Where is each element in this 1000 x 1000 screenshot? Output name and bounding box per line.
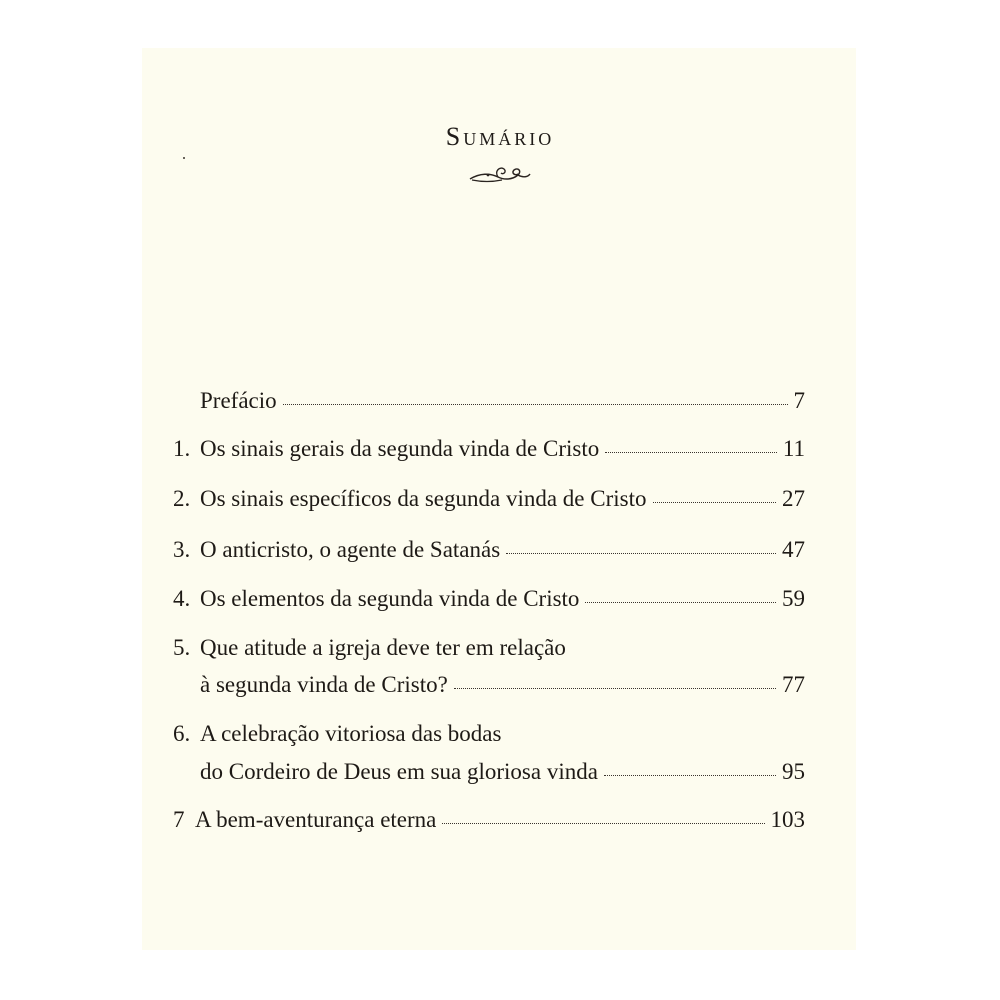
toc-entry-number: 5. <box>173 635 191 660</box>
toc-entry-title-continued: à segunda vinda de Cristo? <box>200 672 448 697</box>
dot-leader <box>454 688 776 689</box>
dot-leader <box>585 602 776 603</box>
toc-page-number: 47 <box>782 537 805 562</box>
toc-entry-5-line-1[interactable] <box>173 633 805 663</box>
toc-entry-1[interactable] <box>173 434 805 464</box>
toc-entry-3[interactable] <box>173 535 805 565</box>
toc-entry-title: O anticristo, o agente de Satanás <box>200 537 501 562</box>
toc-entry-number: 2. <box>173 486 191 511</box>
toc-entry-title: A bem-aventurança eterna <box>195 807 437 832</box>
toc-entry-7[interactable] <box>173 805 805 835</box>
toc-entry-number: 3. <box>173 537 191 562</box>
toc-entry-title-continued: do Cordeiro de Deus em sua gloriosa vinda <box>200 759 598 784</box>
toc-page-number: 59 <box>782 586 805 611</box>
toc-entry-2[interactable] <box>173 484 805 514</box>
toc-entry-5-line-2[interactable] <box>200 670 805 700</box>
toc-page-number: 11 <box>782 436 805 461</box>
page-title: Sumário <box>445 122 555 151</box>
dot-leader <box>442 823 764 824</box>
toc-page-number: 103 <box>770 807 805 832</box>
toc-page-number: 77 <box>782 672 805 697</box>
toc-page-number: 7 <box>793 388 805 413</box>
toc-entry-6-line-1[interactable] <box>173 719 805 749</box>
toc-entry-number: 1. <box>173 436 191 461</box>
toc-entry-4[interactable] <box>173 584 805 614</box>
toc-page-number: 27 <box>782 486 805 511</box>
toc-entry-title: Que atitude a igreja deve ter em relação <box>200 635 566 660</box>
toc-entry-number: 7 <box>173 807 185 832</box>
toc-entry-title: Os sinais específicos da segunda vinda de Cristo <box>200 486 647 511</box>
dot-leader <box>604 775 776 776</box>
toc-entry-6-line-2[interactable] <box>200 757 805 787</box>
dot-leader <box>653 502 777 503</box>
dot-leader <box>605 452 777 453</box>
toc-entry-title: Os sinais gerais da segunda vinda de Cristo <box>200 436 600 461</box>
toc-entry-number: 6. <box>173 721 191 746</box>
toc-entry-number: 4. <box>173 586 191 611</box>
dot-leader <box>283 404 788 405</box>
dot-leader <box>506 553 776 554</box>
toc-entry-preface[interactable] <box>200 386 805 416</box>
toc-entry-title: Prefácio <box>200 388 277 413</box>
toc-entry-title: Os elementos da segunda vinda de Cristo <box>200 586 580 611</box>
toc-page-number: 95 <box>782 759 805 784</box>
toc-entry-title: A celebração vitoriosa das bodas <box>200 721 502 746</box>
